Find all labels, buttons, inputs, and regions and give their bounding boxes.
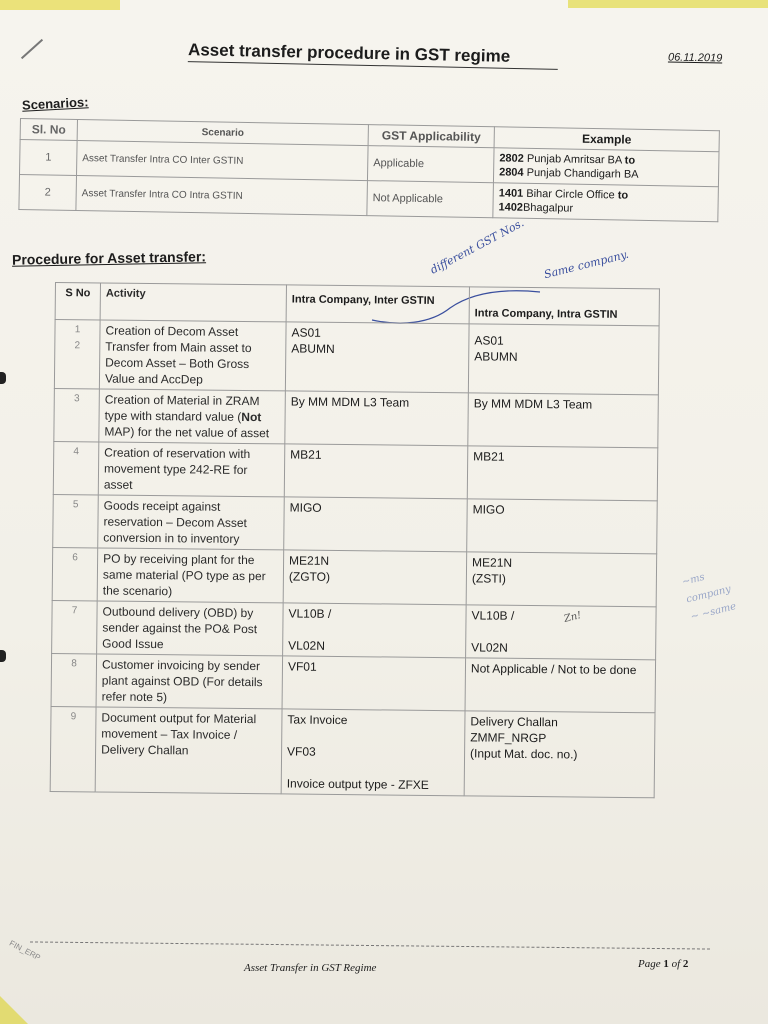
- handwritten-note: different GST Nos.: [428, 216, 527, 277]
- column-header: S No: [55, 283, 100, 320]
- cell-activity: Outbound delivery (OBD) by sender against the PO& Post Good Issue: [97, 601, 284, 656]
- cell-sno: [54, 320, 100, 389]
- cell-sl: 1: [20, 140, 78, 176]
- activity-text: Creation of Decom Asset: [105, 323, 239, 339]
- page-edge: [568, 0, 768, 8]
- sno-text: 2: [74, 340, 81, 352]
- pen-mark: [21, 39, 43, 59]
- cell-activity: PO by receiving plant for the same material (PO type as per the scenario): [97, 548, 284, 603]
- cell-sl: 2: [19, 175, 77, 211]
- cell-sno: 4: [53, 441, 99, 494]
- table-header-row: [55, 283, 659, 326]
- table-row: [52, 547, 657, 606]
- cell-scenario: Asset Transfer Intra CO Inter GSTIN: [77, 141, 369, 181]
- table-row: [54, 320, 659, 395]
- scenarios-heading: Scenarios:: [21, 94, 89, 113]
- page-number: [638, 958, 688, 970]
- table-row: [51, 653, 656, 712]
- intra-text: ABUMN: [474, 349, 518, 364]
- cell-sno: 6: [52, 547, 98, 600]
- cell-gst: Applicable: [367, 146, 494, 183]
- cell-inter: MIGO: [284, 497, 468, 552]
- inter-text: VL02N: [288, 638, 325, 653]
- activity-bold: Not: [241, 409, 262, 425]
- cell-scenario: Asset Transfer Intra CO Intra GSTIN: [76, 175, 368, 215]
- intra-text: (Input Mat. doc. no.): [470, 746, 578, 762]
- page-current: 1: [663, 958, 669, 970]
- cell-activity: Customer invoicing by sender plant against OBD (For details refer note 5): [96, 654, 283, 709]
- cell-intra: [468, 324, 659, 395]
- cell-activity: [99, 320, 286, 391]
- cell-sno: 3: [54, 388, 100, 441]
- table-row: [54, 388, 659, 447]
- cell-inter: MB21: [284, 444, 468, 499]
- column-header: GST Applicability: [368, 125, 494, 148]
- intra-text: ME21N: [472, 555, 513, 570]
- inter-text: Tax Invoice: [287, 712, 348, 728]
- cell-inter: VF01: [282, 656, 466, 711]
- example-to: to: [617, 189, 629, 202]
- intra-text: (ZSTI): [471, 571, 506, 586]
- column-header: Intra Company, Intra GSTIN: [469, 287, 659, 326]
- cell-intra: MIGO: [467, 499, 658, 554]
- handwritten-note: Same company.: [542, 247, 630, 282]
- intra-text: Delivery Challan: [470, 714, 558, 730]
- column-header: Example: [494, 127, 719, 152]
- binder-hole-icon: [0, 650, 6, 662]
- cell-inter: [281, 709, 465, 796]
- footer-left-label: FIN_ERP: [7, 938, 42, 963]
- footer-divider: [30, 941, 710, 949]
- activity-text: Transfer from Main asset to Decom Asset – Both Gross Value and AccDep: [104, 339, 252, 387]
- column-header: Sl. No: [20, 119, 77, 141]
- activity-text: MAP) for the net value of asset: [104, 424, 270, 441]
- page-edge: [0, 0, 120, 10]
- page-prefix: Page: [638, 958, 664, 970]
- cell-sno: 5: [53, 494, 99, 547]
- document-date: 06.11.2019: [667, 51, 723, 65]
- example-code: 2804: [499, 166, 524, 179]
- cell-activity: [99, 389, 286, 444]
- page-edge: [0, 996, 28, 1024]
- cell-sno: 8: [51, 653, 97, 706]
- example-to: to: [624, 154, 636, 167]
- example-text: Bhagalpur: [522, 201, 574, 215]
- page-total: 2: [682, 958, 689, 970]
- footer-title: Asset Transfer in GST Regime: [244, 962, 377, 974]
- intra-text: VL02N: [471, 640, 508, 655]
- column-header: Scenario: [77, 120, 368, 146]
- cell-gst: Not Applicable: [367, 181, 494, 218]
- page-of: of: [668, 958, 683, 970]
- cell-example: [493, 148, 719, 187]
- procedure-heading: Procedure for Asset transfer:: [11, 248, 207, 268]
- inter-text: ME21N: [289, 553, 330, 568]
- intra-text: VL10B /: [471, 608, 515, 623]
- cell-inter: [283, 550, 467, 605]
- column-header: Intra Company, Inter GSTIN: [286, 285, 469, 324]
- cell-intra: [466, 552, 657, 607]
- intra-text: AS01: [474, 333, 504, 348]
- binder-hole-icon: [0, 372, 6, 384]
- table-row: [53, 494, 658, 553]
- example-text: Punjab Amritsar BA: [523, 152, 625, 167]
- cell-activity: Creation of reservation with movement type 242-RE for asset: [98, 442, 285, 497]
- cell-activity: Document output for Material movement – Tax Invoice / Delivery Challan: [95, 707, 282, 794]
- example-code: 2802: [499, 152, 524, 165]
- intra-text: ZMMF_NRGP: [470, 730, 547, 746]
- faded-marks: ~ms company ~ ~same: [680, 571, 738, 623]
- cell-intra: Not Applicable / Not to be done: [465, 658, 656, 713]
- inter-text: VL10B /: [288, 606, 332, 621]
- cell-sno: 9: [50, 706, 96, 791]
- cell-inter: [283, 603, 467, 658]
- procedure-table: [50, 282, 660, 798]
- cell-intra: MB21: [467, 446, 658, 501]
- sno-text: 1: [74, 324, 81, 336]
- cell-intra: [466, 605, 657, 660]
- table-row: [52, 600, 657, 659]
- cell-example: [493, 183, 719, 222]
- scenarios-table: [18, 118, 720, 250]
- cell-inter: By MM MDM L3 Team: [285, 391, 469, 446]
- handwritten-note: Zn!: [562, 610, 583, 625]
- document-title: Asset transfer procedure in GST regime: [188, 40, 558, 70]
- inter-text: ABUMN: [291, 341, 335, 356]
- cell-sno: 7: [52, 600, 98, 653]
- cell-inter: [285, 322, 469, 393]
- inter-text: VF03: [287, 744, 316, 759]
- table-row: [53, 441, 658, 500]
- column-header: Activity: [100, 283, 286, 322]
- inter-text: AS01: [291, 325, 321, 340]
- table-row: [50, 706, 655, 797]
- inter-text: (ZGTO): [288, 569, 331, 584]
- cell-intra: By MM MDM L3 Team: [468, 393, 659, 448]
- example-text: Punjab Chandigarh BA: [523, 166, 639, 181]
- example-text: Bihar Circle Office: [523, 187, 618, 202]
- cell-activity: Goods receipt against reservation – Decom Asset conversion in to inventory: [98, 495, 285, 550]
- activity-text: Creation of Material in ZRAM type with standard value (: [104, 392, 260, 424]
- cell-intra: [464, 711, 655, 798]
- example-code: 1401: [498, 187, 524, 200]
- example-code: 1402: [498, 201, 524, 214]
- inter-text: Invoice output type - ZFXE: [286, 776, 429, 792]
